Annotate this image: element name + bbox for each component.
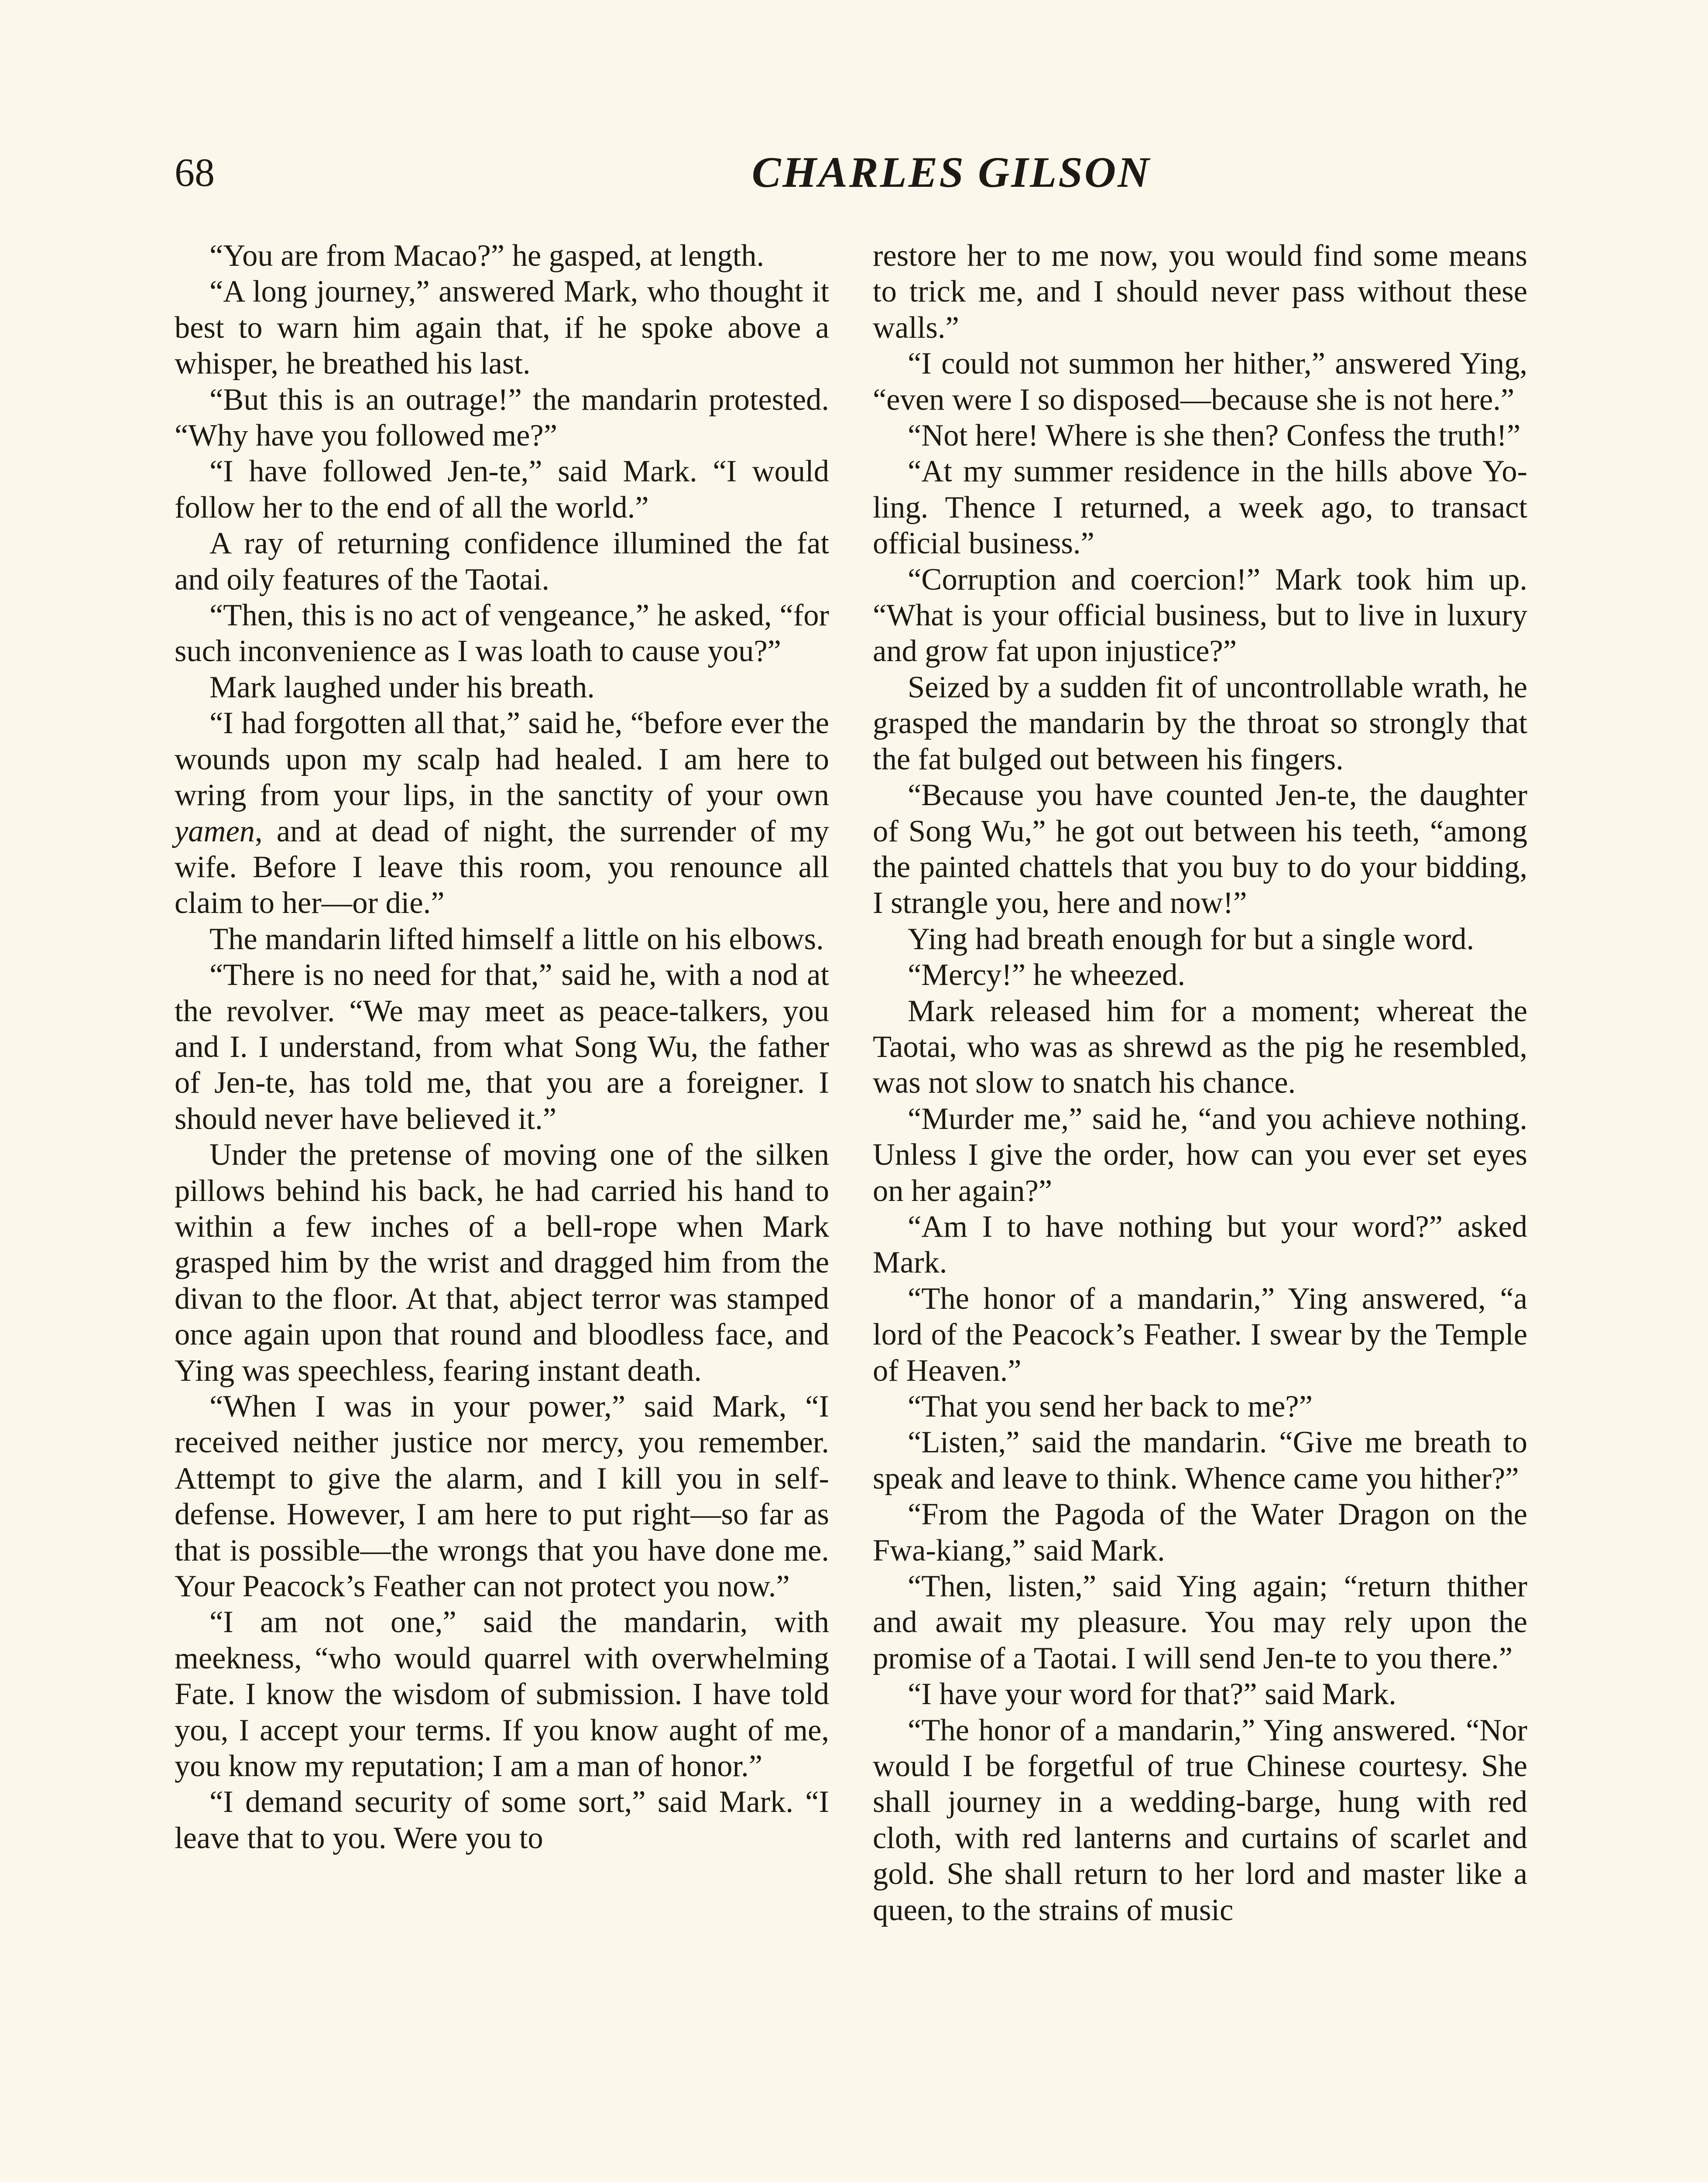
paragraph: “Corruption and coercion!” Mark took him up. “What is your official business, but to live in luxury and grow fat upon injustice?” <box>873 562 1527 669</box>
paragraph: “Then, listen,” said Ying again; “return thither and await my pleasure. You may rely upon the promise of a Taotai. I will send Jen-te to you there.” <box>873 1569 1527 1675</box>
paragraph: Seized by a sudden fit of uncontrollable wrath, he grasped the mandarin by the throat so strongly that the fat bulged out between his fingers. <box>873 670 1527 776</box>
paragraph: “I demand security of some sort,” said Mark. “I leave that to you. Were you to <box>175 1785 829 1855</box>
paragraph: “Because you have counted Jen-te, the daughter of Song Wu,” he got out between his teeth, “among the painted chattels that you buy to do your bidding, I strangle you, here and now!” <box>873 778 1527 920</box>
paragraph: Under the pretense of moving one of the silken pillows behind his back, he had carried his hand to within a few inches of a bell-rope when Mark grasped him by the wrist and dragged him from the divan to the floor. At that, abject terror was stamped once again upon that round and bloodless face, and Ying was speechless, fearing instant death. <box>175 1138 829 1388</box>
paragraph: “Not here! Where is she then? Confess the truth!” <box>908 419 1521 453</box>
paragraph: “The honor of a mandarin,” Ying answered, “a lord of the Peacock’s Feather. I swear by the Temple of Heaven.” <box>873 1281 1527 1388</box>
paragraph: “Then, this is no act of vengeance,” he asked, “for such inconvenience as I was loath to cause you?” <box>175 598 829 669</box>
paragraph: “The honor of a mandarin,” Ying answered. “Nor would I be forgetful of true Chinese courtesy. She shall journey in a wedding-barge, hung with red cloth, with red lanterns and curtains of scarlet and gold. She shall return to her lord and master like a queen, to the strains of music <box>873 1713 1527 1927</box>
paragraph: “You are from Macao?” he gasped, at length. <box>209 239 765 273</box>
left-text-column <box>175 238 829 1856</box>
paragraph: “There is no need for that,” said he, with a nod at the revolver. “We may meet as peace-talkers, you and I. I understand, from what Song Wu, the father of Jen-te, has told me, that you are a foreigner. I should never have believed it.” <box>175 958 829 1136</box>
paragraph: “Mercy!” he wheezed. <box>908 958 1186 992</box>
paragraph: “Listen,” said the mandarin. “Give me breath to speak and leave to think. Whence came you hither?” <box>873 1425 1527 1496</box>
paragraph: Ying had breath enough for but a single word. <box>908 922 1475 956</box>
paragraph: “At my summer residence in the hills above Yo-ling. Thence I returned, a week ago, to transact official business.” <box>873 454 1527 561</box>
paragraph: “Murder me,” said he, “and you achieve nothing. Unless I give the order, how can you ever set eyes on her again?” <box>873 1101 1527 1208</box>
page-header <box>175 148 1536 214</box>
paragraph: “But this is an outrage!” the mandarin protested. “Why have you followed me?” <box>175 382 829 453</box>
paragraph: The mandarin lifted himself a little on his elbows. <box>209 922 824 956</box>
page-number: 68 <box>175 150 215 195</box>
right-text-column <box>873 238 1527 1928</box>
paragraph: “I have followed Jen-te,” said Mark. “I would follow her to the end of all the world.” <box>175 454 829 525</box>
paragraph: Mark released him for a moment; whereat the Taotai, who was as shrewd as the pig he resembled, was not slow to snatch his chance. <box>873 994 1527 1100</box>
paragraph: “A long journey,” answered Mark, who thought it best to warn him again that, if he spoke above a whisper, he breathed his last. <box>175 274 829 381</box>
paragraph: “From the Pagoda of the Water Dragon on the Fwa-kiang,” said Mark. <box>873 1497 1527 1568</box>
paragraph: “That you send her back to me?” <box>908 1389 1313 1424</box>
paragraph: “Am I to have nothing but your word?” asked Mark. <box>873 1209 1527 1280</box>
paragraph: restore her to me now, you would find some means to trick me, and I should never pass without these walls.” <box>873 239 1527 345</box>
paragraph: “I have your word for that?” said Mark. <box>908 1677 1396 1712</box>
paragraph: Mark laughed under his breath. <box>209 670 595 704</box>
paragraph: A ray of returning confidence illumined the fat and oily features of the Taotai. <box>175 526 829 597</box>
running-head: CHARLES GILSON <box>751 148 1151 196</box>
paragraph: “When I was in your power,” said Mark, “I received neither justice nor mercy, you remember. Attempt to give the alarm, and I kill you in self-defense. However, I am here to put right—so far as that is possible—the wrongs that you have done me. Your Peacock’s Feather can not protect you now.” <box>175 1389 829 1604</box>
paragraph: “I had forgotten all that,” said he, “before ever the wounds upon my scalp had healed. I am here to wring from your lips, in the sanctity of your own yamen, and at dead of night, the surrender of my wife. Before I leave this room, you renounce all claim to her—or die.” <box>175 706 829 920</box>
paragraph: “I could not summon her hither,” answered Ying, “even were I so disposed—because she is not here.” <box>873 347 1527 417</box>
paragraph: “I am not one,” said the mandarin, with meekness, “who would quarrel with overwhelming Fate. I know the wisdom of submission. I have told you, I accept your terms. If you know aught of me, you know my reputation; I am a man of honor.” <box>175 1605 829 1784</box>
